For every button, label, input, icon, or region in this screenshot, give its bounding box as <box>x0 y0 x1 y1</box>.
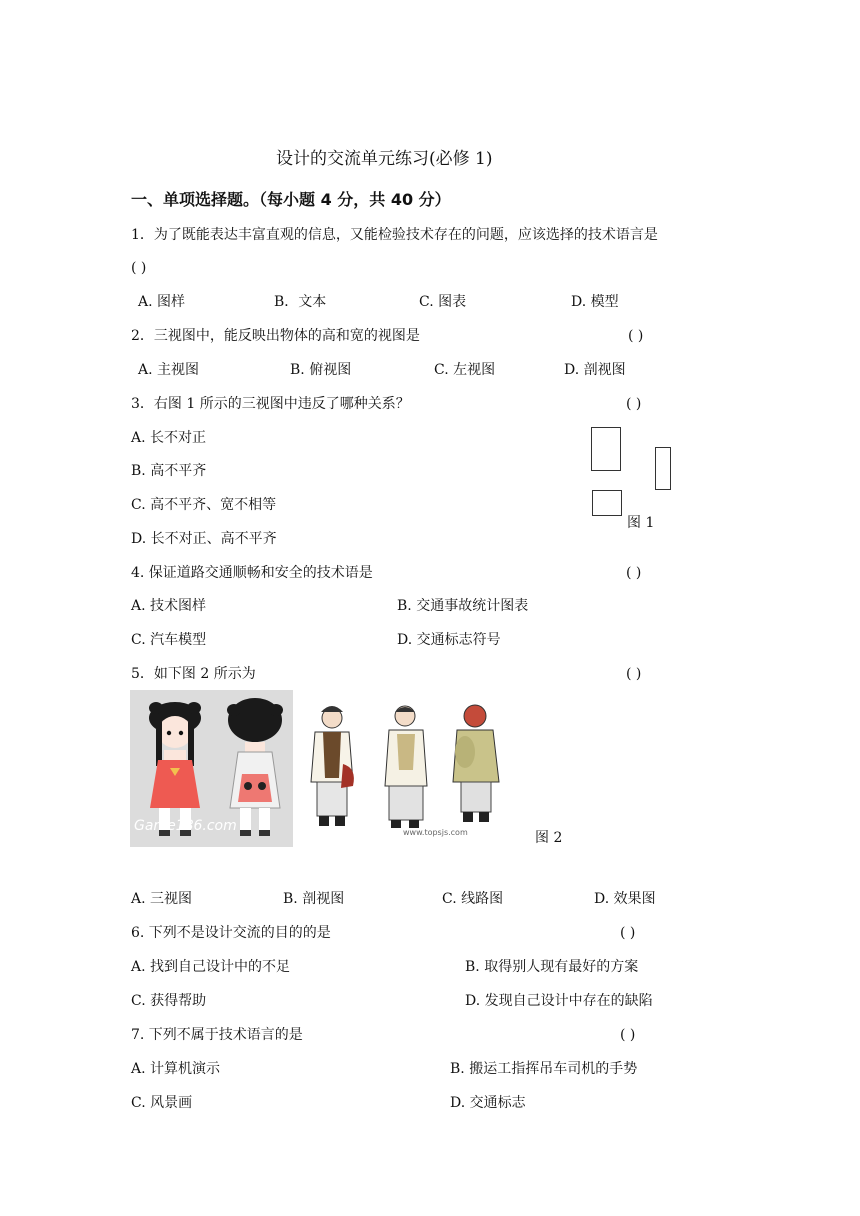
question-2-option-d: D. 剖视图 <box>564 362 626 378</box>
question-6-answer-paren: ( ) <box>620 925 636 941</box>
question-1-option-b: B．文本 <box>274 294 327 310</box>
question-2-option-a: A. 主视图 <box>138 362 200 378</box>
question-6-option-b: B. 取得别人现有最好的方案 <box>465 959 639 975</box>
question-5-stem: 5．如下图 2 所示为 <box>131 666 256 682</box>
question-3-answer-paren: ( ) <box>626 396 642 412</box>
question-4-option-b: B. 交通事故统计图表 <box>397 598 529 614</box>
figure-1-front-view <box>591 427 621 471</box>
question-7-option-a: A. 计算机演示 <box>131 1061 221 1077</box>
question-2-stem: 2．三视图中，能反映出物体的高和宽的视图是 <box>131 328 420 344</box>
question-1-option-a: A. 图样 <box>138 294 186 310</box>
question-3-option-b: B. 高不平齐 <box>131 463 207 479</box>
question-5-option-c: C. 线路图 <box>442 891 504 907</box>
question-7-option-d: D. 交通标志 <box>450 1095 526 1111</box>
watermark-topsjs: www.topsjs.com <box>403 828 468 837</box>
figure-1-side-view <box>655 447 671 490</box>
question-1-answer-paren: ( ) <box>131 260 147 276</box>
question-4-option-d: D. 交通标志符号 <box>397 632 501 648</box>
figure-2-label: 图 2 <box>535 830 563 846</box>
question-3-option-a: A. 长不对正 <box>131 430 207 446</box>
question-4-option-c: C. 汽车模型 <box>131 632 207 648</box>
figure-2-girls-illustration <box>130 690 293 847</box>
figure-2-fashion-sketches <box>295 690 515 847</box>
question-2-answer-paren: ( ) <box>628 328 644 344</box>
question-3-stem: 3．右图 1 所示的三视图中违反了哪种关系？ <box>131 396 410 412</box>
question-5-option-a: A. 三视图 <box>131 891 193 907</box>
question-4-option-a: A. 技术图样 <box>131 598 207 614</box>
figure-1-top-view <box>592 490 622 516</box>
question-6-option-a: A. 找到自己设计中的不足 <box>131 959 291 975</box>
question-3-option-c: C. 高不平齐、宽不相等 <box>131 497 277 513</box>
question-1-option-c: C. 图表 <box>419 294 467 310</box>
question-6-stem: 6. 下列不是设计交流的目的的是 <box>131 925 331 941</box>
question-7-stem: 7. 下列不属于技术语言的是 <box>131 1027 303 1043</box>
question-7-option-b: B. 搬运工指挥吊车司机的手势 <box>450 1061 638 1077</box>
figure-1-label: 图 1 <box>627 515 655 531</box>
question-4-stem: 4. 保证道路交通顺畅和安全的技术语是 <box>131 565 373 581</box>
question-6-option-c: C. 获得帮助 <box>131 993 207 1009</box>
question-5-option-b: B. 剖视图 <box>283 891 345 907</box>
question-2-option-b: B. 俯视图 <box>290 362 352 378</box>
section-heading: 一、单项选择题。（每小题 4 分，共 40 分） <box>131 190 451 209</box>
watermark-game186: Game186.com <box>134 818 237 834</box>
question-1-stem: 1．为了既能表达丰富直观的信息，又能检验技术存在的问题，应该选择的技术语言是 <box>131 227 658 243</box>
question-7-option-c: C. 风景画 <box>131 1095 193 1111</box>
question-6-option-d: D. 发现自己设计中存在的缺陷 <box>465 993 653 1009</box>
question-7-answer-paren: ( ) <box>620 1027 636 1043</box>
question-4-answer-paren: ( ) <box>626 565 642 581</box>
page-title: 设计的交流单元练习(必修 1) <box>276 149 493 169</box>
question-3-option-d: D. 长不对正、高不平齐 <box>131 531 277 547</box>
question-2-option-c: C. 左视图 <box>434 362 496 378</box>
question-1-option-d: D. 模型 <box>571 294 619 310</box>
question-5-answer-paren: ( ) <box>626 666 642 682</box>
question-5-option-d: D. 效果图 <box>594 891 656 907</box>
